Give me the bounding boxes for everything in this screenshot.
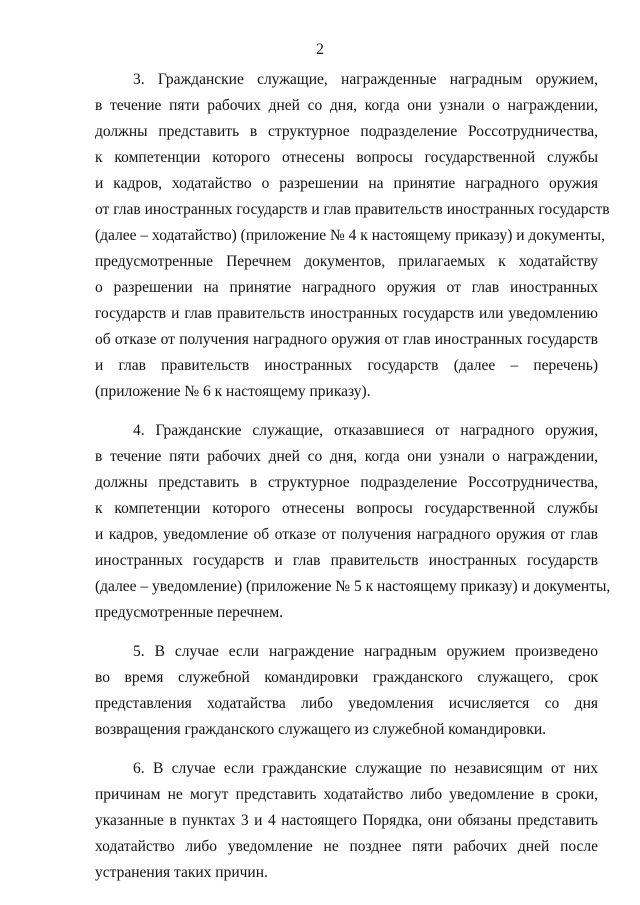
- text-line: (далее – уведомление) (приложение № 5 к настоящему приказу) и документы,: [95, 578, 611, 595]
- text-line: и кадров, ходатайство о разрешении на принятие наградного оружия: [95, 175, 598, 192]
- document-body: [95, 67, 611, 899]
- text-line: и глав правительств иностранных государств (далее – перечень): [95, 357, 598, 374]
- paragraph-3: [95, 67, 610, 405]
- text-line: о разрешении на принятие наградного оружия от глав иностранных: [95, 279, 598, 296]
- text-line: 5. В случае если награждение наградным оружием произведено: [133, 643, 598, 660]
- text-line: 4. Гражданские служащие, отказавшиеся от наградного оружия,: [133, 422, 598, 439]
- text-line: от глав иностранных государств и глав правительств иностранных государств: [95, 201, 610, 218]
- page-number: 2: [316, 41, 324, 58]
- text-line: предусмотренные Перечнем документов, прилагаемых к ходатайству: [95, 253, 598, 270]
- text-line: должны представить в структурное подразделение Россотрудничества,: [95, 474, 598, 491]
- text-line: государств и глав правительств иностранных государств или уведомлению: [95, 305, 598, 322]
- text-line: иностранных государств и глав правительств иностранных государств: [95, 552, 598, 569]
- paragraph-4: [95, 418, 611, 626]
- text-line: об отказе от получения наградного оружия от глав иностранных государств: [95, 331, 598, 348]
- text-line: устранения таких причин.: [95, 864, 268, 881]
- text-line: 3. Гражданские служащие, награжденные наградным оружием,: [133, 71, 598, 88]
- text-line: причинам не могут представить ходатайство либо уведомление в сроки,: [95, 786, 598, 803]
- text-line: в течение пяти рабочих дней со дня, когда они узнали о награждении,: [95, 448, 598, 465]
- text-line: предусмотренные перечнем.: [95, 604, 284, 621]
- text-line: должны представить в структурное подразделение Россотрудничества,: [95, 123, 598, 140]
- text-line: в течение пяти рабочих дней со дня, когда они узнали о награждении,: [95, 97, 598, 114]
- text-line: к компетенции которого отнесены вопросы государственной службы: [95, 149, 598, 166]
- text-line: ходатайство либо уведомление не позднее пяти рабочих дней после: [95, 838, 598, 855]
- text-line: представления ходатайства либо уведомления исчисляется со дня: [95, 695, 598, 712]
- text-line: 6. В случае если гражданские служащие по независящим от них: [133, 760, 598, 777]
- text-line: во время служебной командировки гражданского служащего, срок: [95, 669, 598, 686]
- text-line: к компетенции которого отнесены вопросы государственной службы: [95, 500, 598, 517]
- paragraph-5: [95, 639, 598, 743]
- text-line: (далее – ходатайство) (приложение № 4 к настоящему приказу) и документы,: [95, 227, 605, 244]
- paragraph-6: [95, 756, 598, 886]
- text-line: и кадров, уведомление об отказе от получения наградного оружия от глав: [95, 526, 598, 543]
- text-line: (приложение № 6 к настоящему приказу).: [95, 383, 371, 400]
- text-line: указанные в пунктах 3 и 4 настоящего Порядка, они обязаны представить: [95, 812, 598, 829]
- text-line: возвращения гражданского служащего из служебной командировки.: [95, 721, 547, 738]
